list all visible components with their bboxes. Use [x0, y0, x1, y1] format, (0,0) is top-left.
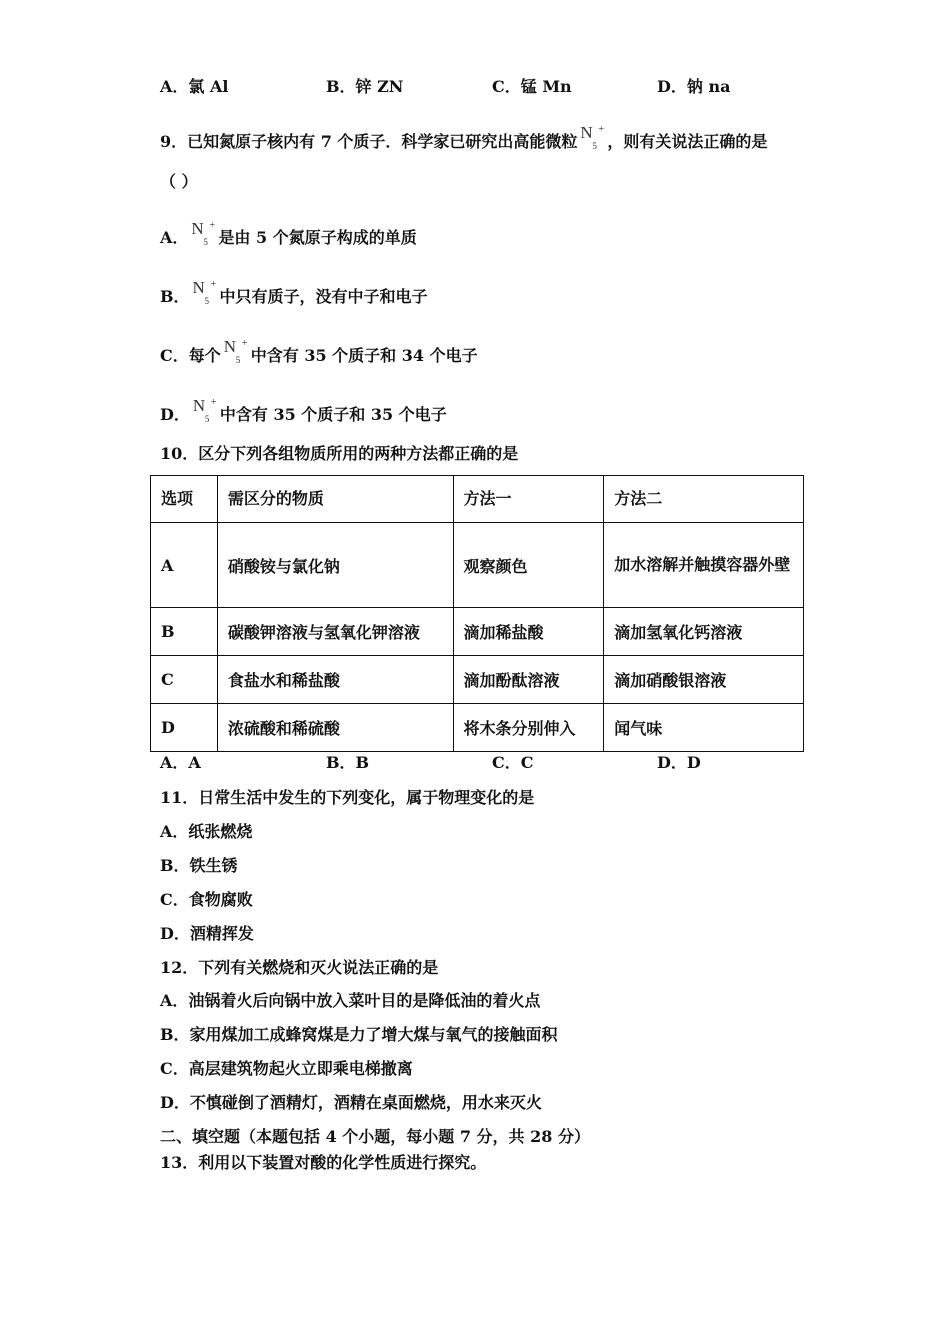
table-cell: A — [151, 523, 218, 608]
section-heading: 二、填空题（本题包括 4 个小题，每小题 7 分，共 28 分） — [160, 1127, 590, 1146]
n5-ion-formula: N 5 + — [192, 278, 217, 306]
n5-ion-formula: N 5 + — [191, 219, 216, 247]
table-cell: 滴加硝酸银溶液 — [604, 656, 804, 704]
q9-option-a: A． N 5 + 是由 5 个氮原子构成的单质 — [160, 219, 417, 247]
table-cell: 硝酸铵与氯化钠 — [217, 523, 453, 608]
q8-option-b: B．锌 ZN — [326, 77, 404, 96]
table-cell: 食盐水和稀盐酸 — [217, 656, 453, 704]
n5-ion-formula: N 5 + — [223, 337, 248, 365]
q10-table — [150, 475, 804, 752]
table-cell: 浓硫酸和稀硫酸 — [217, 704, 453, 752]
table-cell: 滴加稀盐酸 — [453, 608, 604, 656]
table-cell: 滴加酚酞溶液 — [453, 656, 604, 704]
q11-option-d: D．酒精挥发 — [160, 924, 254, 943]
q12-stem: 12．下列有关燃烧和灭火说法正确的是 — [160, 958, 439, 977]
n5-ion-formula: N 5 + — [192, 396, 217, 424]
q10-option-d: D．D — [657, 753, 701, 772]
q12-option-d: D．不慎碰倒了酒精灯，酒精在桌面燃烧，用水来灭火 — [160, 1093, 542, 1112]
table-row — [151, 704, 804, 752]
n5-ion-formula: N 5 + — [580, 123, 605, 151]
q9-paren: （ ） — [160, 172, 198, 191]
q11-option-c: C．食物腐败 — [160, 890, 253, 909]
q9-option-b: B． N 5 + 中只有质子，没有中子和电子 — [160, 278, 428, 306]
header-cell: 选项 — [151, 476, 218, 523]
q10-option-a: A．A — [160, 753, 201, 772]
table-cell: B — [151, 608, 218, 656]
q9-option-c: C．每个 N 5 + 中含有 35 个质子和 34 个电子 — [160, 337, 478, 365]
q10-option-b: B．B — [326, 753, 370, 772]
table-cell: 加水溶解并触摸容器外壁 — [604, 523, 804, 608]
table-cell: 观察颜色 — [453, 523, 604, 608]
header-cell: 需区分的物质 — [217, 476, 453, 523]
q9-stem: 9．已知氮原子核内有 7 个质子．科学家已研究出高能微粒 N 5 + ，则有关说法正确的是 — [160, 123, 768, 151]
table-row — [151, 523, 804, 608]
q12-option-c: C．高层建筑物起火立即乘电梯撤离 — [160, 1059, 413, 1078]
q12-option-b: B．家用煤加工成蜂窝煤是力了增大煤与氧气的接触面积 — [160, 1025, 558, 1044]
q12-option-a: A．油锅着火后向锅中放入菜叶目的是降低油的着火点 — [160, 991, 541, 1010]
table-cell: 滴加氢氧化钙溶液 — [604, 608, 804, 656]
table-header-row — [151, 476, 804, 523]
table-row — [151, 656, 804, 704]
q8-option-d: D．钠 na — [657, 77, 731, 96]
q10-stem: 10．区分下列各组物质所用的两种方法都正确的是 — [160, 444, 519, 463]
q11-option-a: A．纸张燃烧 — [160, 822, 253, 841]
table-row — [151, 608, 804, 656]
q9-option-d: D． N 5 + 中含有 35 个质子和 35 个电子 — [160, 396, 447, 424]
q13-stem: 13．利用以下装置对酸的化学性质进行探究。 — [160, 1153, 487, 1172]
table-cell: 将木条分别伸入 — [453, 704, 604, 752]
table-cell: C — [151, 656, 218, 704]
table-cell: 碳酸钾溶液与氢氧化钾溶液 — [217, 608, 453, 656]
q8-option-c: C．锰 Mn — [492, 77, 572, 96]
q10-option-c: C．C — [492, 753, 534, 772]
header-cell: 方法一 — [453, 476, 604, 523]
q11-option-b: B．铁生锈 — [160, 856, 238, 875]
q11-stem: 11．日常生活中发生的下列变化，属于物理变化的是 — [160, 788, 535, 807]
table-cell: 闻气味 — [604, 704, 804, 752]
q8-option-a: A．氯 Al — [160, 77, 229, 96]
table-cell: D — [151, 704, 218, 752]
header-cell: 方法二 — [604, 476, 804, 523]
